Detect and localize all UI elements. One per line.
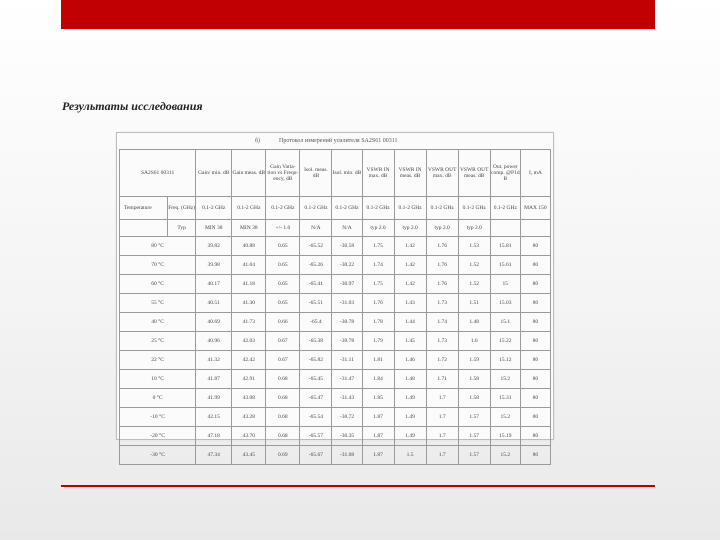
table-cell: 39.98 — [196, 256, 232, 275]
table-cell: -31.03 — [332, 294, 362, 313]
table-header-cell: +/- 1.0 — [266, 220, 300, 237]
table-cell: -30.22 — [332, 256, 362, 275]
table-row — [120, 408, 551, 427]
table-cell: -20 °C — [120, 427, 196, 446]
table-header-cell: MIN 38 — [196, 220, 232, 237]
table-scan-image — [116, 132, 554, 458]
table-cell: 40.96 — [196, 332, 232, 351]
table-cell: 1.71 — [426, 370, 458, 389]
table-cell: 55 °C — [120, 294, 196, 313]
table-cell: -65.57 — [300, 427, 332, 446]
table-header-cell: MIN 38 — [232, 220, 266, 237]
table-cell: 1.81 — [362, 351, 394, 370]
table-row — [120, 237, 551, 256]
table-cell: 41.87 — [196, 370, 232, 389]
table-header-cell: VSWR IN max. dB — [362, 150, 394, 197]
table-cell: 1.87 — [362, 446, 394, 465]
table-cell: 15 — [490, 275, 520, 294]
table-cell: 42.03 — [232, 332, 266, 351]
table-header-row — [120, 220, 551, 237]
table-cell: -65.41 — [300, 275, 332, 294]
table-cell: -30.78 — [332, 332, 362, 351]
table-header-cell: VSWR OUT max. dB — [426, 150, 458, 197]
table-header-cell: typ 2.0 — [394, 220, 426, 237]
table-cell: -30.97 — [332, 275, 362, 294]
table-row — [120, 427, 551, 446]
table-cell: -65.45 — [300, 370, 332, 389]
table-header-cell: Gain Varia- tion vs Frequ- ency, dB — [266, 150, 300, 197]
table-cell: -30.58 — [332, 237, 362, 256]
table-cell: 15.31 — [490, 389, 520, 408]
table-cell: -65.52 — [300, 237, 332, 256]
table-cell: 80 — [520, 332, 550, 351]
table-cell: -65.67 — [300, 446, 332, 465]
table-cell: 1.42 — [394, 237, 426, 256]
bottom-accent-line — [61, 485, 655, 487]
table-cell: 1.76 — [362, 294, 394, 313]
table-header-cell: 0.1-2 GHz — [266, 197, 300, 220]
table-cell: 40 °C — [120, 313, 196, 332]
table-cell: 1.42 — [394, 275, 426, 294]
table-cell: 1.57 — [458, 408, 490, 427]
table-row — [120, 389, 551, 408]
table-header-cell: typ 2.0 — [458, 220, 490, 237]
table-cell: 80 — [520, 446, 550, 465]
table-cell: 1.43 — [394, 294, 426, 313]
table-cell: 1.85 — [362, 389, 394, 408]
table-cell: 1.79 — [362, 332, 394, 351]
table-cell: 1.52 — [458, 256, 490, 275]
table-header-cell — [490, 220, 520, 237]
table-cell: 0.67 — [266, 332, 300, 351]
table-cell: 43.45 — [232, 446, 266, 465]
table-cell: 1.57 — [458, 427, 490, 446]
table-cell: 40.88 — [232, 237, 266, 256]
table-cell: 15.2 — [490, 408, 520, 427]
table-cell: -10 °C — [120, 408, 196, 427]
table-header-cell: VSWR OUT meas. dB — [458, 150, 490, 197]
table-cell: 40.69 — [196, 313, 232, 332]
top-accent-bar — [61, 0, 655, 29]
table-cell: 1.6 — [458, 332, 490, 351]
table-cell: -65.38 — [300, 332, 332, 351]
table-cell: 43.08 — [232, 389, 266, 408]
table-cell: 1.45 — [394, 332, 426, 351]
table-cell: -65.54 — [300, 408, 332, 427]
table-header-cell: 0.1-2 GHz — [458, 197, 490, 220]
table-cell: 0.65 — [266, 237, 300, 256]
table-header-row — [120, 197, 551, 220]
table-cell: 10 °C — [120, 370, 196, 389]
table-cell: 40.17 — [196, 275, 232, 294]
table-header-cell: 0.1-2 GHz — [332, 197, 362, 220]
table-cell: 1.75 — [362, 237, 394, 256]
table-cell: 80 — [520, 351, 550, 370]
table-cell: 80 — [520, 237, 550, 256]
table-cell: 1.52 — [458, 275, 490, 294]
table-cell: 1.46 — [394, 351, 426, 370]
table-cell: 80 — [520, 370, 550, 389]
table-cell: 60 °C — [120, 275, 196, 294]
table-cell: 1.49 — [394, 408, 426, 427]
table-cell: -65.47 — [300, 389, 332, 408]
table-header-cell: N/A — [332, 220, 362, 237]
table-cell: 1.59 — [458, 351, 490, 370]
table-header-cell: 0.1-2 GHz — [362, 197, 394, 220]
table-caption-letter: б) — [255, 138, 261, 144]
table-header-cell: 0.1-2 GHz — [426, 197, 458, 220]
table-cell: 1.73 — [426, 332, 458, 351]
table-cell: 1.7 — [426, 427, 458, 446]
table-header-row — [120, 150, 551, 197]
table-cell: 15.03 — [490, 294, 520, 313]
table-cell: 15.61 — [490, 256, 520, 275]
table-header-cell: Gain meas. dB — [232, 150, 266, 197]
measurement-table — [119, 149, 551, 465]
table-cell: 15.19 — [490, 427, 520, 446]
table-header-cell: I, mA — [520, 150, 550, 197]
table-cell: 0.68 — [266, 370, 300, 389]
table-cell: 0.65 — [266, 275, 300, 294]
table-header-cell: N/A — [300, 220, 332, 237]
table-cell: -30.35 — [332, 427, 362, 446]
table-cell: 41.04 — [232, 256, 266, 275]
table-cell: 1.73 — [426, 294, 458, 313]
slide-title: Результаты исследования — [62, 99, 203, 113]
table-row — [120, 313, 551, 332]
table-cell: 1.58 — [458, 389, 490, 408]
table-cell: 1.78 — [362, 313, 394, 332]
table-row — [120, 256, 551, 275]
table-header-cell: MAX 150 — [520, 197, 550, 220]
table-header-cell — [520, 220, 550, 237]
table-caption — [117, 137, 553, 149]
table-cell: 1.74 — [426, 313, 458, 332]
table-cell: 1.76 — [426, 256, 458, 275]
table-header-cell: 0.1-2 GHz — [232, 197, 266, 220]
table-cell: 41.32 — [196, 351, 232, 370]
table-cell: 1.75 — [362, 275, 394, 294]
table-cell: 41.73 — [232, 313, 266, 332]
table-cell: -30.78 — [332, 313, 362, 332]
table-cell: 1.76 — [426, 275, 458, 294]
table-cell: 1.51 — [458, 294, 490, 313]
table-cell: -30.72 — [332, 408, 362, 427]
table-cell: 41.99 — [196, 389, 232, 408]
table-cell: 42.15 — [196, 408, 232, 427]
table-cell: 42.91 — [232, 370, 266, 389]
table-cell: 41.30 — [232, 294, 266, 313]
table-cell: 1.44 — [394, 313, 426, 332]
table-header-cell: Isol. meas. dB — [300, 150, 332, 197]
table-cell: 25 °C — [120, 332, 196, 351]
table-cell: 1.57 — [458, 446, 490, 465]
table-cell: 15.2 — [490, 370, 520, 389]
table-cell: -31.43 — [332, 389, 362, 408]
table-header-cell: Out. power comp. @P1d B — [490, 150, 520, 197]
table-cell: 1.48 — [394, 370, 426, 389]
table-row — [120, 446, 551, 465]
table-cell: 15.2 — [490, 446, 520, 465]
table-header-cell: Freq. (GHz) — [168, 197, 196, 220]
table-cell: 1.7 — [426, 446, 458, 465]
table-cell: 15.22 — [490, 332, 520, 351]
table-cell: 0.65 — [266, 294, 300, 313]
table-cell: 1.7 — [426, 408, 458, 427]
table-cell: 1.49 — [394, 427, 426, 446]
table-row — [120, 275, 551, 294]
table-cell: 1.42 — [394, 256, 426, 275]
table-cell: 22 °C — [120, 351, 196, 370]
table-cell: 1.53 — [458, 237, 490, 256]
table-cell: 80 — [520, 294, 550, 313]
table-row — [120, 332, 551, 351]
table-cell: 43.28 — [232, 408, 266, 427]
table-cell: -31.11 — [332, 351, 362, 370]
table-cell: 39.82 — [196, 237, 232, 256]
table-header-cell: typ 2.0 — [362, 220, 394, 237]
table-cell: 43.70 — [232, 427, 266, 446]
table-cell: 0.66 — [266, 313, 300, 332]
table-header-cell: SA2S61 00311 — [120, 150, 196, 197]
table-cell: 80 °C — [120, 237, 196, 256]
table-cell: 1.72 — [426, 351, 458, 370]
table-cell: 80 — [520, 389, 550, 408]
table-cell: 15.81 — [490, 237, 520, 256]
table-cell: 47.34 — [196, 446, 232, 465]
table-cell: 70 °C — [120, 256, 196, 275]
table-cell: 80 — [520, 313, 550, 332]
table-cell: 1.76 — [426, 237, 458, 256]
table-row — [120, 370, 551, 389]
table-header-cell: 0.1-2 GHz — [490, 197, 520, 220]
table-cell: 47.18 — [196, 427, 232, 446]
table-cell: 0.68 — [266, 427, 300, 446]
table-header-cell: typ 2.0 — [426, 220, 458, 237]
table-caption-text: Протокол измерений усилителя SA2S61 00311 — [279, 138, 398, 144]
table-cell: 0.65 — [266, 256, 300, 275]
table-cell: -31.08 — [332, 446, 362, 465]
table-header-cell — [120, 220, 168, 237]
table-cell: 1.5 — [394, 446, 426, 465]
table-cell: -31.47 — [332, 370, 362, 389]
table-header-cell: 0.1-2 GHz — [300, 197, 332, 220]
table-cell: 1.87 — [362, 408, 394, 427]
table-cell: 1.49 — [394, 389, 426, 408]
table-cell: 0.67 — [266, 351, 300, 370]
table-cell: 1.48 — [458, 313, 490, 332]
table-cell: 0.68 — [266, 408, 300, 427]
table-header-cell: VSWR IN meas. dB — [394, 150, 426, 197]
table-cell: 41.18 — [232, 275, 266, 294]
table-cell: 0.69 — [266, 446, 300, 465]
table-cell: 80 — [520, 256, 550, 275]
table-header-cell: Typ — [168, 220, 196, 237]
table-header-cell: Isol. min. dB — [332, 150, 362, 197]
table-cell: 42.42 — [232, 351, 266, 370]
table-cell: 1.74 — [362, 256, 394, 275]
table-row — [120, 294, 551, 313]
table-header-cell: Temperature — [120, 197, 168, 220]
table-cell: -65.26 — [300, 256, 332, 275]
table-cell: -65.4 — [300, 313, 332, 332]
table-cell: 80 — [520, 275, 550, 294]
table-cell: 1.84 — [362, 370, 394, 389]
table-cell: 1.7 — [426, 389, 458, 408]
table-cell: 1.87 — [362, 427, 394, 446]
table-row — [120, 351, 551, 370]
table-cell: 15.12 — [490, 351, 520, 370]
table-header-cell: 0.1-2 GHz — [394, 197, 426, 220]
table-cell: 40.51 — [196, 294, 232, 313]
table-cell: 15.1 — [490, 313, 520, 332]
table-cell: 0.68 — [266, 389, 300, 408]
table-header-cell: 0.1-2 GHz — [196, 197, 232, 220]
table-cell: -30 °C — [120, 446, 196, 465]
table-header-cell: Gain/ min. dB — [196, 150, 232, 197]
table-cell: -65.82 — [300, 351, 332, 370]
table-cell: -65.51 — [300, 294, 332, 313]
table-cell: 0 °C — [120, 389, 196, 408]
table-cell: 1.58 — [458, 370, 490, 389]
table-cell: 80 — [520, 408, 550, 427]
table-cell: 80 — [520, 427, 550, 446]
